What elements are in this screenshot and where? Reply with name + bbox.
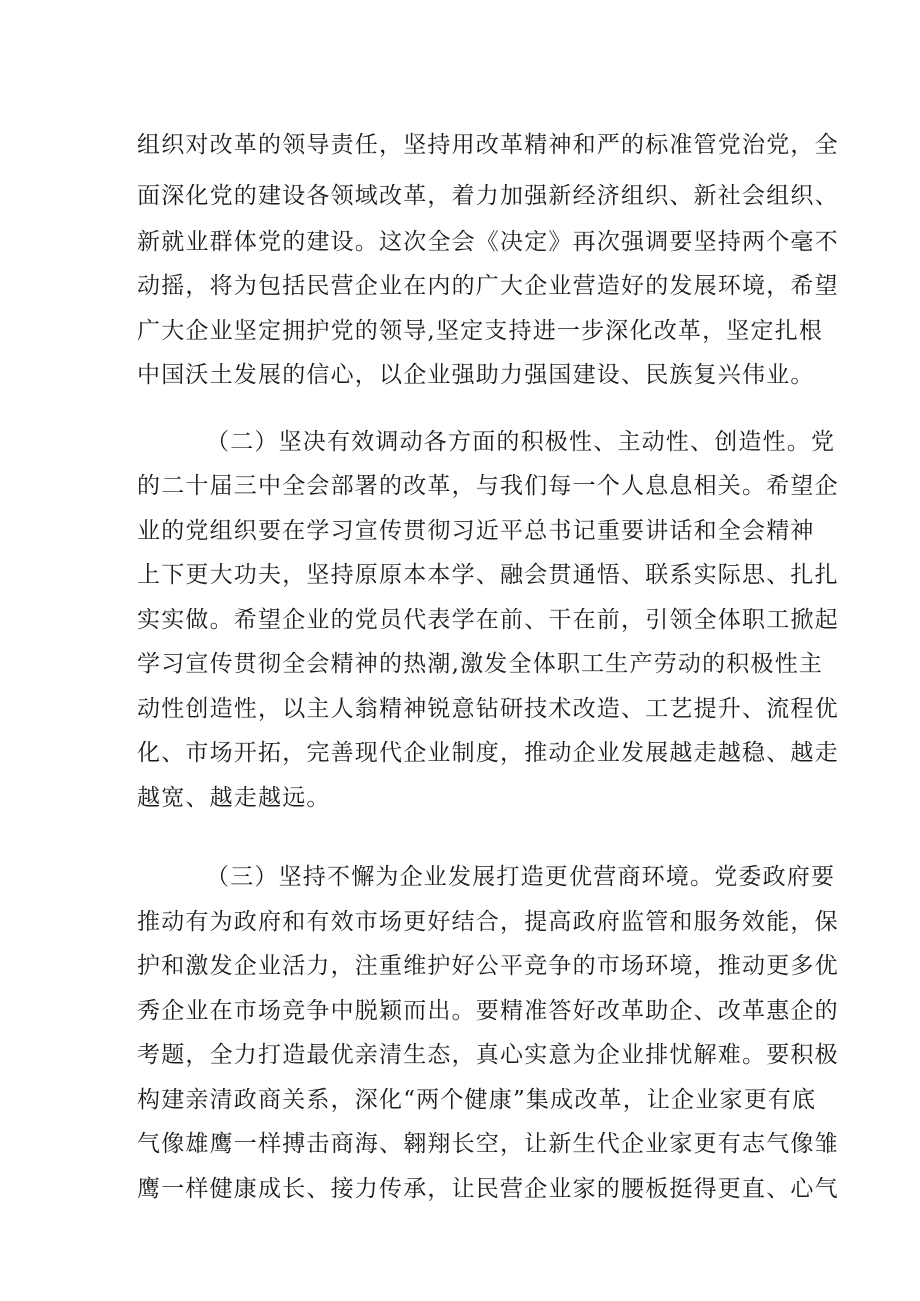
paragraph-2-line-8: 化、市场开拓，完善现代企业制度，推动企业发展越走越稳、越走 xyxy=(137,740,839,766)
paragraph-2-line-3: 业的党组织要在学习宣传贯彻习近平总书记重要讲话和全会精神 xyxy=(137,518,815,544)
paragraph-1-line-6: 中国沃土发展的信心，以企业强助力强国建设、民族复兴伟业。 xyxy=(137,362,815,388)
paragraph-2-line-9: 越宽、越走越远。 xyxy=(137,785,331,811)
paragraph-3-line-4: 秀企业在市场竞争中脱颖而出。要精准答好改革助企、改革惠企的 xyxy=(137,998,839,1024)
paragraph-1-line-2: 面深化党的建设各领域改革，着力加强新经济组织、新社会组织、 xyxy=(137,183,839,209)
paragraph-1-line-1: 组织对改革的领导责任，坚持用改革精神和严的标准管党治党，全 xyxy=(137,132,839,158)
paragraph-2-line-2: 的二十届三中全会部署的改革，与我们每一个人息息相关。希望企 xyxy=(137,473,839,499)
paragraph-3-line-8: 鹰一样健康成长、接力传承，让民营企业家的腰板挺得更直、心气 xyxy=(137,1176,839,1202)
paragraph-2-line-5: 实实做。希望企业的党员代表学在前、干在前，引领全体职工掀起 xyxy=(137,607,839,633)
paragraph-3-line-7: 气像雄鹰一样搏击商海、翱翔长空，让新生代企业家更有志气像雏 xyxy=(137,1131,839,1157)
paragraph-3-line-3: 护和激发企业活力，注重维护好公平竞争的市场环境，推动更多优 xyxy=(137,953,839,979)
paragraph-3-line-5: 考题，全力打造最优亲清生态，真心实意为企业排忧解难。要积极 xyxy=(137,1042,839,1068)
paragraph-1-line-3: 新就业群体党的建设。这次全会《决定》再次强调要坚持两个毫不 xyxy=(137,229,839,255)
paragraph-3-line-1: （三）坚持不懈为企业发展打造更优营商环境。党委政府要 xyxy=(206,864,836,890)
paragraph-2-line-6: 学习宣传贯彻全会精神的热潮,激发全体职工生产劳动的积极性主 xyxy=(137,651,824,677)
paragraph-2-line-7: 动性创造性，以主人翁精神锐意钻研技术改造、工艺提升、流程优 xyxy=(137,696,839,722)
paragraph-2-line-1: （二）坚决有效调动各方面的积极性、主动性、创造性。党 xyxy=(206,429,836,455)
paragraph-3-line-6: 构建亲清政商关系，深化“两个健康”集成改革，让企业家更有底 xyxy=(137,1087,817,1113)
paragraph-1-line-4: 动摇，将为包括民营企业在内的广大企业营造好的发展环境，希望 xyxy=(137,273,839,299)
paragraph-1-line-5: 广大企业坚定拥护党的领导,坚定支持进一步深化改革，坚定扎根 xyxy=(137,318,824,344)
paragraph-2-line-4: 上下更大功夫，坚持原原本本学、融会贯通悟、联系实际思、扎扎 xyxy=(137,562,839,588)
paragraph-3-line-2: 推动有为政府和有效市场更好结合，提高政府监管和服务效能，保 xyxy=(137,909,839,935)
